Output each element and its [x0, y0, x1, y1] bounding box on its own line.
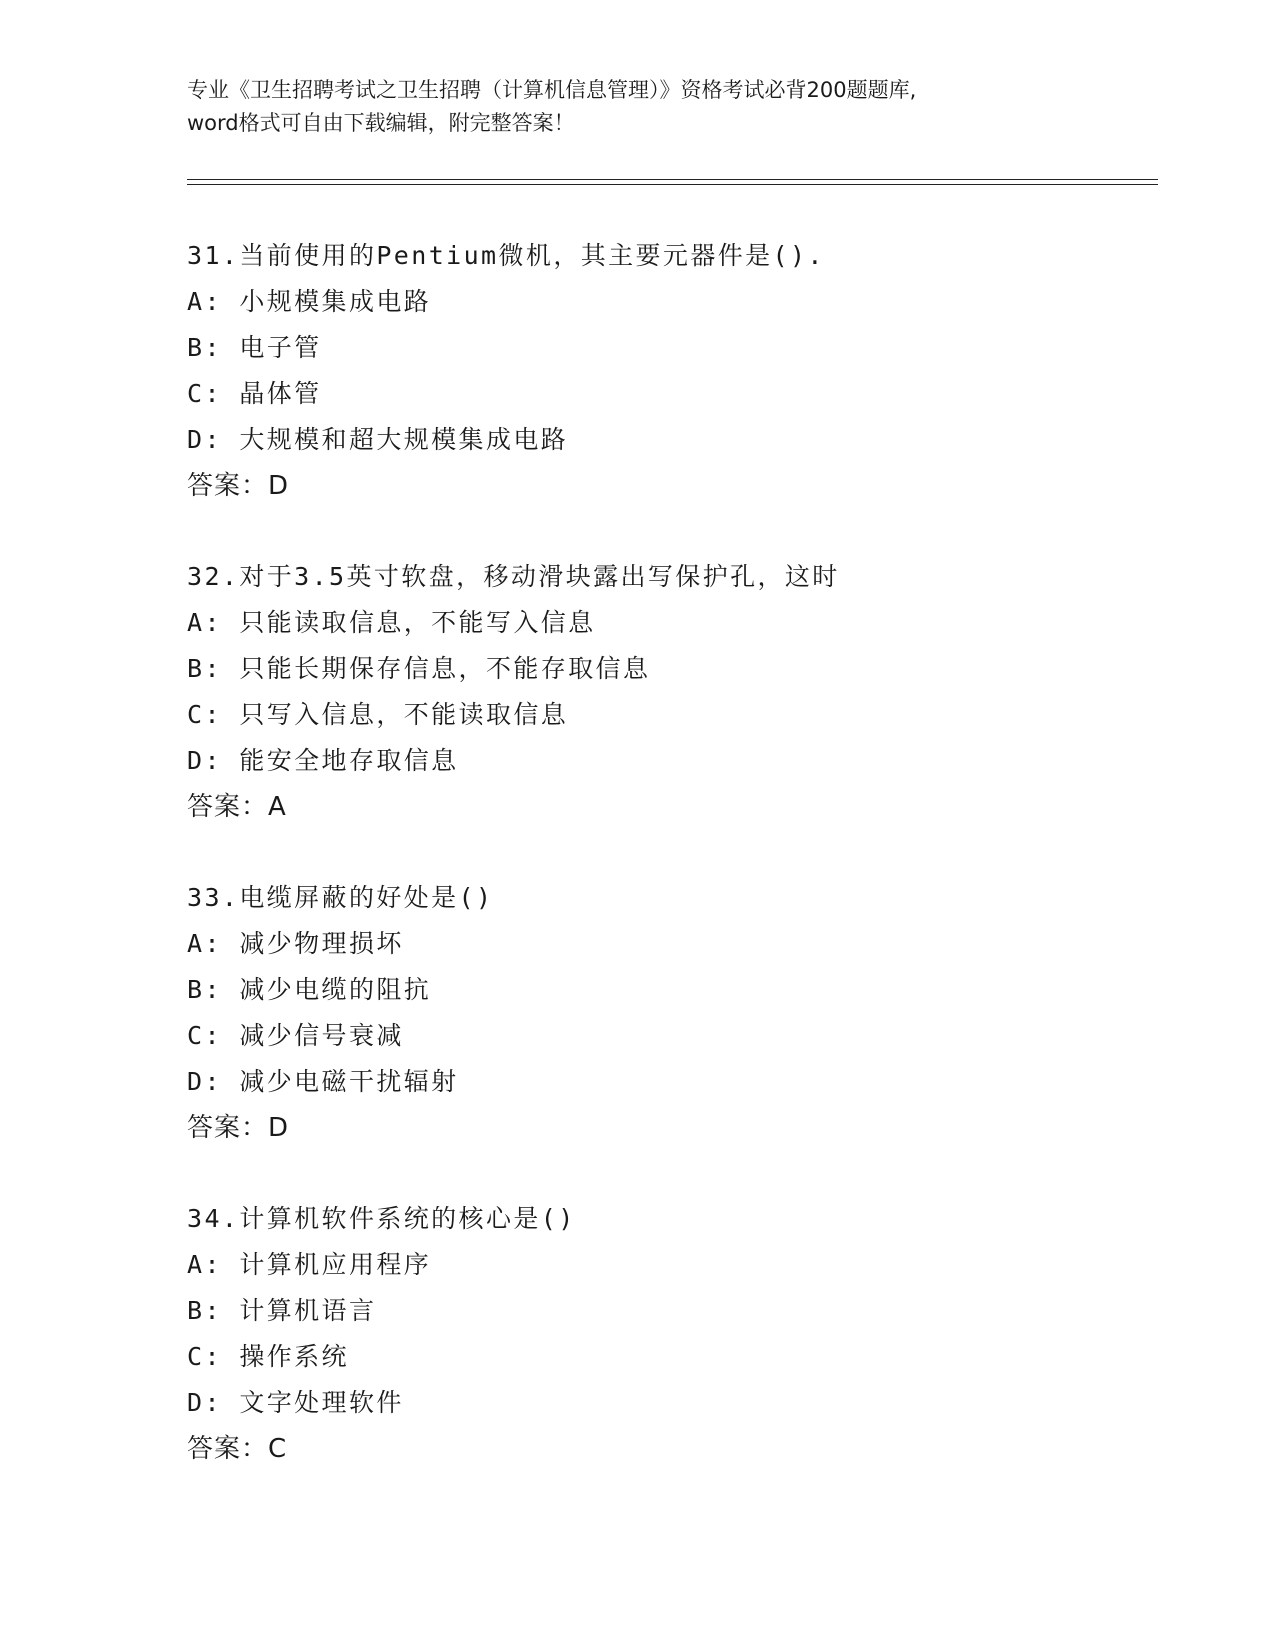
option-d: D: 减少电磁干扰辐射: [187, 1067, 459, 1096]
question-32: [187, 554, 1147, 830]
answer-line: 答案：C: [187, 1434, 288, 1464]
option-b: B: 计算机语言: [187, 1296, 377, 1325]
option-d: D: 大规模和超大规模集成电路: [187, 425, 569, 454]
answer-line: 答案：A: [187, 792, 287, 822]
question-33: [187, 875, 1147, 1151]
header-divider-top: [187, 179, 1158, 180]
question-31: [187, 233, 1147, 509]
option-c: C: 操作系统: [187, 1342, 349, 1371]
option-d: D: 文字处理软件: [187, 1388, 404, 1417]
answer-line: 答案：D: [187, 471, 290, 501]
question-34: [187, 1196, 1147, 1472]
option-b: B: 电子管: [187, 333, 322, 362]
answer-line: 答案：D: [187, 1113, 290, 1143]
question-stem: 32.对于3.5英寸软盘，移动滑块露出写保护孔，这时: [187, 562, 840, 591]
document-header: [187, 74, 1087, 140]
option-c: C: 晶体管: [187, 379, 322, 408]
option-a: A: 减少物理损坏: [187, 929, 404, 958]
option-d: D: 能安全地存取信息: [187, 746, 459, 775]
header-divider-bottom: [187, 184, 1158, 185]
header-title-line-2: word格式可自由下载编辑，附完整答案！: [187, 111, 575, 135]
header-title-line-1: 专业《卫生招聘考试之卫生招聘（计算机信息管理）》资格考试必背200题题库,: [187, 78, 917, 102]
question-stem: 34.计算机软件系统的核心是(): [187, 1204, 576, 1233]
option-b: B: 减少电缆的阻抗: [187, 975, 432, 1004]
option-a: A: 小规模集成电路: [187, 287, 432, 316]
question-stem: 31.当前使用的Pentium微机，其主要元器件是().: [187, 241, 825, 270]
question-stem: 33.电缆屏蔽的好处是(): [187, 883, 494, 912]
option-a: A: 计算机应用程序: [187, 1250, 432, 1279]
option-c: C: 减少信号衰减: [187, 1021, 404, 1050]
option-b: B: 只能长期保存信息，不能存取信息: [187, 654, 651, 683]
option-c: C: 只写入信息，不能读取信息: [187, 700, 569, 729]
option-a: A: 只能读取信息，不能写入信息: [187, 608, 596, 637]
